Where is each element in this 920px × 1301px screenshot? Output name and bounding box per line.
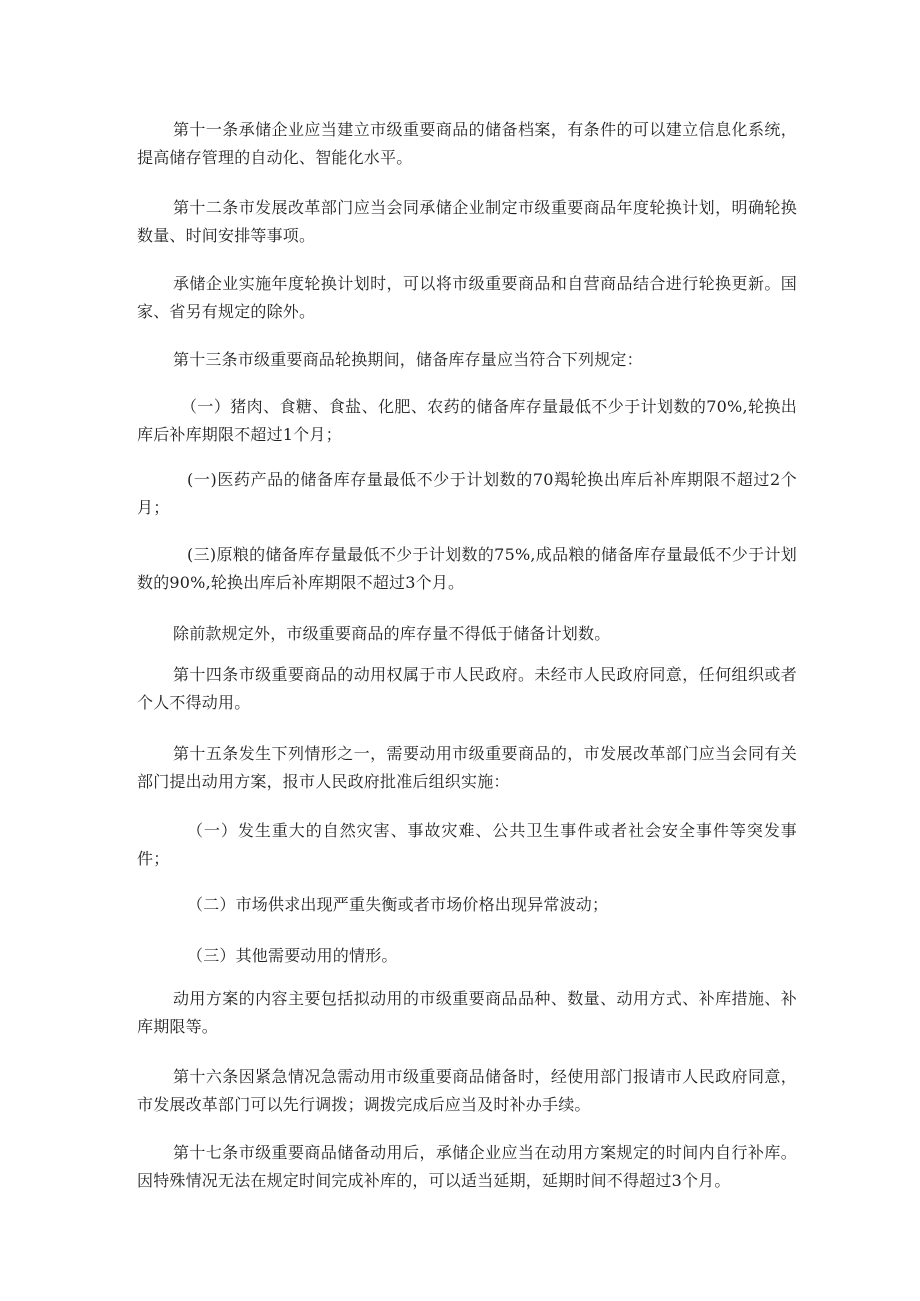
paragraph-item-market: （二）市场供求出现严重失衡或者市场价格出现异常波动； — [187, 895, 609, 914]
paragraph-article-13: 第十三条市级重要商品轮换期间，储备库存量应当符合下列规定： — [173, 350, 643, 369]
paragraph-rotation-plan: 承储企业实施年度轮换计划时，可以将市级重要商品和自营商品结合进行轮换更新。国家、省另有规定的除外。 — [137, 274, 797, 321]
paragraph-article-16: 第十六条因紧急情况急需动用市级重要商品储备时，经使用部门报请市人民政府同意，市发展改革部门可以先行调拨；调拨完成后应当及时补办手续。 — [137, 1067, 797, 1114]
paragraph-item-medicine: (一)医药产品的储备库存量最低不少于计划数的70羯轮换出库后补库期限不超过2个月； — [137, 470, 797, 517]
paragraph-item-grain: (三)原粮的储备库存量最低不少于计划数的75%,成品粮的储备库存量最低不少于计划数的90%,轮换出库后补库期限不超过3个月。 — [137, 545, 797, 592]
paragraph-article-17: 第十七条市级重要商品储备动用后，承储企业应当在动用方案规定的时间内自行补库。因特殊情况无法在规定时间完成补库的，可以适当延期，延期时间不得超过3个月。 — [137, 1143, 797, 1190]
paragraph-item-other: （三）其他需要动用的情形。 — [187, 946, 398, 965]
paragraph-article-12: 第十二条市发展改革部门应当会同承储企业制定市级重要商品年度轮换计划，明确轮换数量、时间安排等事项。 — [137, 198, 797, 245]
paragraph-item-disaster: （一）发生重大的自然灾害、事故灾难、公共卫生事件或者社会安全事件等突发事件； — [137, 821, 797, 868]
paragraph-article-11: 第十一条承储企业应当建立市级重要商品的储备档案，有条件的可以建立信息化系统，提高储存管理的自动化、智能化水平。 — [137, 120, 797, 167]
paragraph-article-15: 第十五条发生下列情形之一，需要动用市级重要商品的，市发展改革部门应当会同有关部门提出动用方案，报市人民政府批准后组织实施： — [137, 744, 797, 791]
paragraph-inventory-rule: 除前款规定外，市级重要商品的库存量不得低于储备计划数。 — [173, 624, 611, 643]
paragraph-item-meat-sugar: （一）猪肉、食糖、食盐、化肥、农药的储备库存量最低不少于计划数的70%,轮换出库后补库期限不超过1个月； — [137, 397, 797, 444]
paragraph-plan-content: 动用方案的内容主要包括拟动用的市级重要商品品种、数量、动用方式、补库措施、补库期限等。 — [137, 989, 797, 1036]
paragraph-article-14: 第十四条市级重要商品的动用权属于市人民政府。未经市人民政府同意，任何组织或者个人不得动用。 — [137, 665, 797, 712]
